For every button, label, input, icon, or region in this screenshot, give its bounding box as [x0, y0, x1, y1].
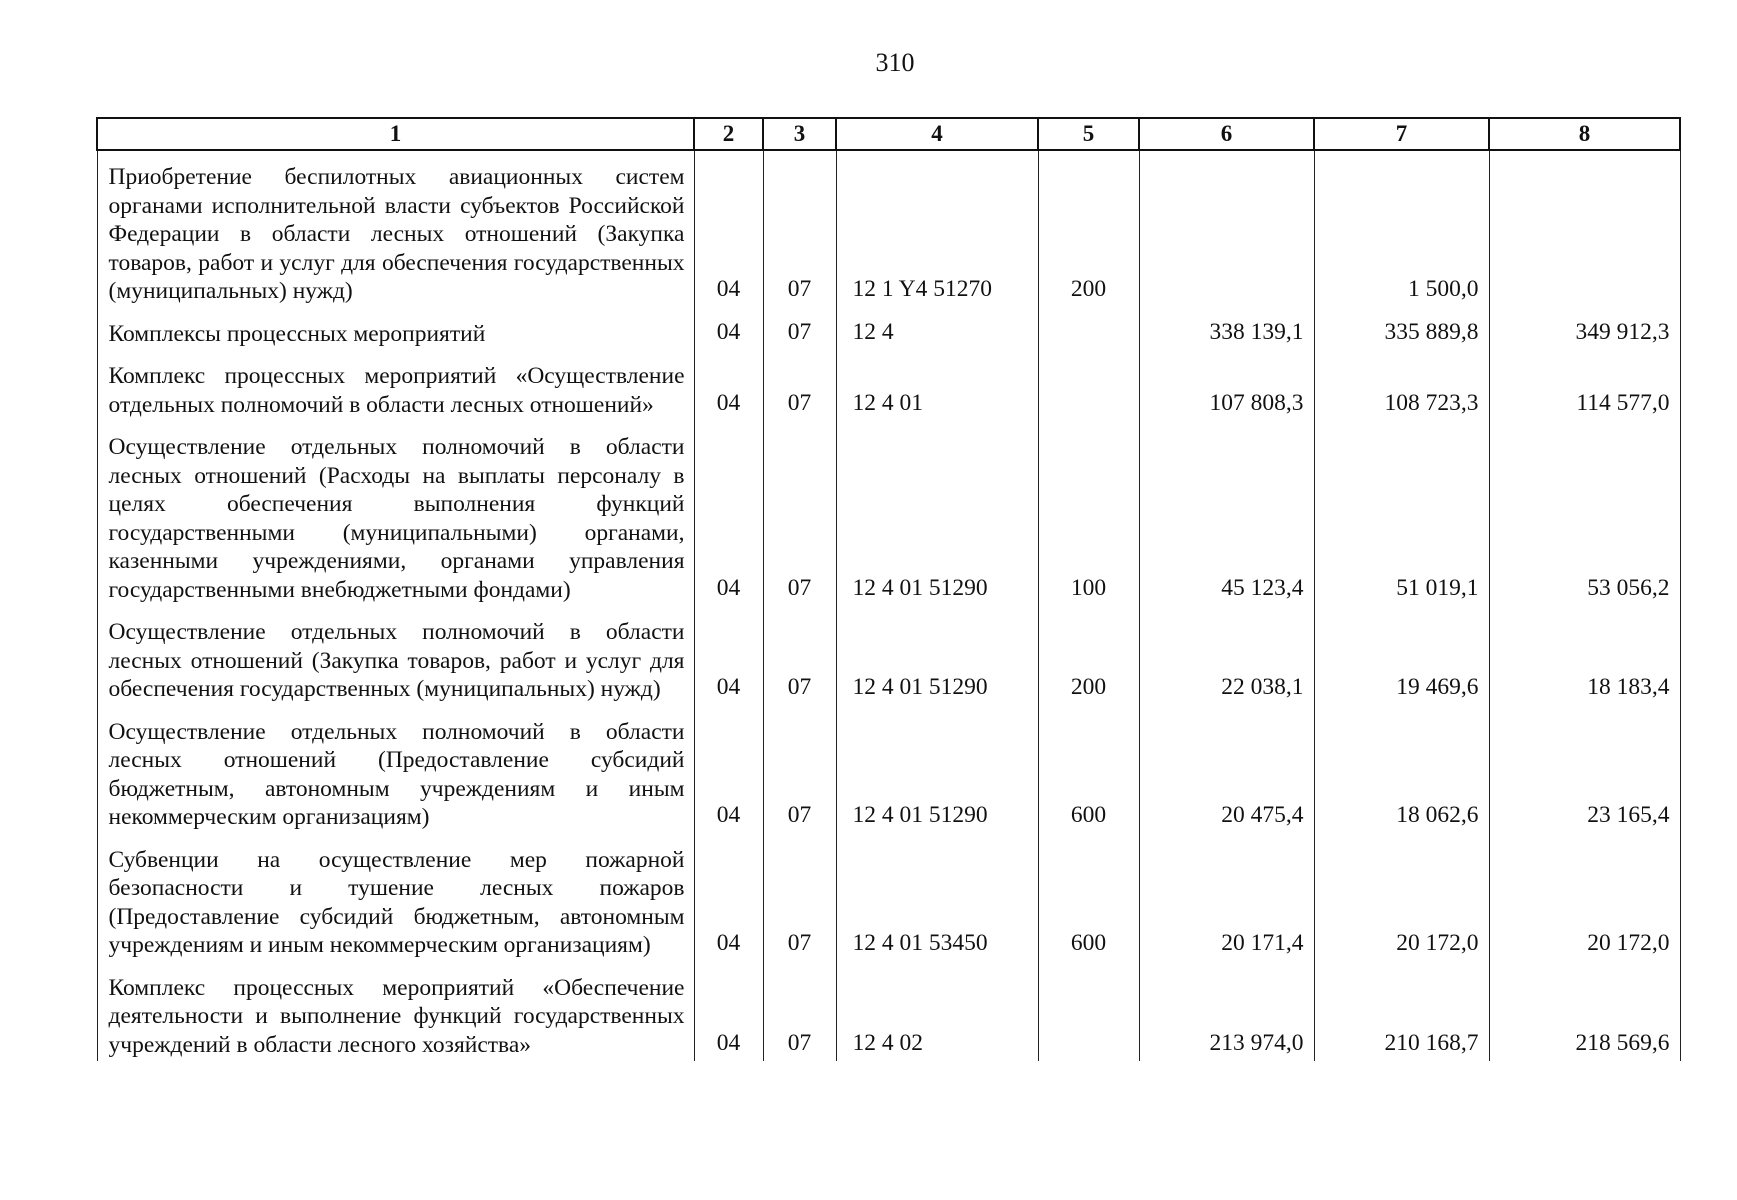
row-amount-year-3: 349 912,3: [1489, 308, 1680, 351]
row-amount-year-3: 218 569,6: [1489, 962, 1680, 1062]
row-target-code: 12 4 02: [836, 962, 1038, 1062]
row-amount-year-2: 19 469,6: [1314, 606, 1489, 706]
row-target-code: 12 4 01: [836, 350, 1038, 421]
header-col-5: 5: [1038, 118, 1139, 150]
row-expense-type: 100: [1038, 421, 1139, 606]
row-section: 04: [694, 962, 763, 1062]
row-name: Осуществление отдельных полномочий в области лесных отношений (Расходы на выплаты персоналу в целях обеспечения выполнения функций государственными (муниципальными) органами, казенными учреждениями, органами управления государственными внебюджетными фондами): [97, 421, 694, 606]
row-amount-year-2: 18 062,6: [1314, 706, 1489, 834]
table-body: [97, 150, 1680, 1061]
row-amount-year-2: 210 168,7: [1314, 962, 1489, 1062]
header-col-4: 4: [836, 118, 1038, 150]
row-amount-year-1: 107 808,3: [1139, 350, 1314, 421]
header-col-3: 3: [763, 118, 836, 150]
row-amount-year-1: 22 038,1: [1139, 606, 1314, 706]
header-col-7: 7: [1314, 118, 1489, 150]
row-expense-type: 600: [1038, 834, 1139, 962]
page-number: 310: [875, 48, 915, 77]
row-target-code: 12 4 01 51290: [836, 706, 1038, 834]
row-expense-type: [1038, 962, 1139, 1062]
row-amount-year-3: 53 056,2: [1489, 421, 1680, 606]
row-name: Комплекс процессных мероприятий «Обеспечение деятельности и выполнение функций государственных учреждений в области лесного хозяйства»: [97, 962, 694, 1062]
header-col-1: 1: [97, 118, 694, 150]
row-section: 04: [694, 350, 763, 421]
row-expense-type: 200: [1038, 150, 1139, 308]
row-section: 04: [694, 606, 763, 706]
row-amount-year-2: 20 172,0: [1314, 834, 1489, 962]
row-section: 04: [694, 421, 763, 606]
row-subsection: 07: [763, 308, 836, 351]
row-subsection: 07: [763, 706, 836, 834]
header-col-8: 8: [1489, 118, 1680, 150]
row-amount-year-1: 45 123,4: [1139, 421, 1314, 606]
table-header: [97, 118, 1680, 150]
row-amount-year-3: 23 165,4: [1489, 706, 1680, 834]
header-col-6: 6: [1139, 118, 1314, 150]
row-target-code: 12 1 Y4 51270: [836, 150, 1038, 308]
table-row: [97, 834, 1680, 962]
row-subsection: 07: [763, 606, 836, 706]
row-subsection: 07: [763, 834, 836, 962]
row-amount-year-2: 108 723,3: [1314, 350, 1489, 421]
row-target-code: 12 4 01 53450: [836, 834, 1038, 962]
row-name: Комплекс процессных мероприятий «Осуществление отдельных полномочий в области лесных отношений»: [97, 350, 694, 421]
row-amount-year-2: 335 889,8: [1314, 308, 1489, 351]
row-expense-type: [1038, 308, 1139, 351]
table-row: [97, 706, 1680, 834]
table-row: [97, 350, 1680, 421]
table-row: [97, 150, 1680, 308]
row-amount-year-1: 213 974,0: [1139, 962, 1314, 1062]
row-amount-year-2: 51 019,1: [1314, 421, 1489, 606]
row-name: Осуществление отдельных полномочий в области лесных отношений (Предоставление субсидий бюджетным, автономным учреждениям и иным некоммерческим организациям): [97, 706, 694, 834]
table-row: [97, 962, 1680, 1062]
row-amount-year-2: 1 500,0: [1314, 150, 1489, 308]
row-name: Осуществление отдельных полномочий в области лесных отношений (Закупка товаров, работ и услуг для обеспечения государственных (муниципальных) нужд): [97, 606, 694, 706]
row-subsection: 07: [763, 150, 836, 308]
row-amount-year-1: 20 475,4: [1139, 706, 1314, 834]
row-section: 04: [694, 706, 763, 834]
header-col-2: 2: [694, 118, 763, 150]
table-row: [97, 308, 1680, 351]
row-amount-year-1: 20 171,4: [1139, 834, 1314, 962]
row-target-code: 12 4 01 51290: [836, 606, 1038, 706]
row-expense-type: [1038, 350, 1139, 421]
table-row: [97, 606, 1680, 706]
row-amount-year-1: [1139, 150, 1314, 308]
row-target-code: 12 4 01 51290: [836, 421, 1038, 606]
row-subsection: 07: [763, 350, 836, 421]
row-section: 04: [694, 308, 763, 351]
row-expense-type: 200: [1038, 606, 1139, 706]
row-subsection: 07: [763, 962, 836, 1062]
row-name: Приобретение беспилотных авиационных систем органами исполнительной власти субъектов Российской Федерации в области лесных отношений (Закупка товаров, работ и услуг для обеспечения государственных (муниципальных) нужд): [97, 150, 694, 308]
header-row: [97, 118, 1680, 150]
row-expense-type: 600: [1038, 706, 1139, 834]
row-target-code: 12 4: [836, 308, 1038, 351]
row-amount-year-1: 338 139,1: [1139, 308, 1314, 351]
row-subsection: 07: [763, 421, 836, 606]
row-amount-year-3: 18 183,4: [1489, 606, 1680, 706]
budget-table: [96, 117, 1681, 1061]
row-amount-year-3: [1489, 150, 1680, 308]
row-amount-year-3: 114 577,0: [1489, 350, 1680, 421]
row-section: 04: [694, 834, 763, 962]
row-amount-year-3: 20 172,0: [1489, 834, 1680, 962]
row-name: Субвенции на осуществление мер пожарной безопасности и тушение лесных пожаров (Предоставление субсидий бюджетным, автономным учреждениям и иным некоммерческим организациям): [97, 834, 694, 962]
row-name: Комплексы процессных мероприятий: [97, 308, 694, 351]
table-row: [97, 421, 1680, 606]
row-section: 04: [694, 150, 763, 308]
